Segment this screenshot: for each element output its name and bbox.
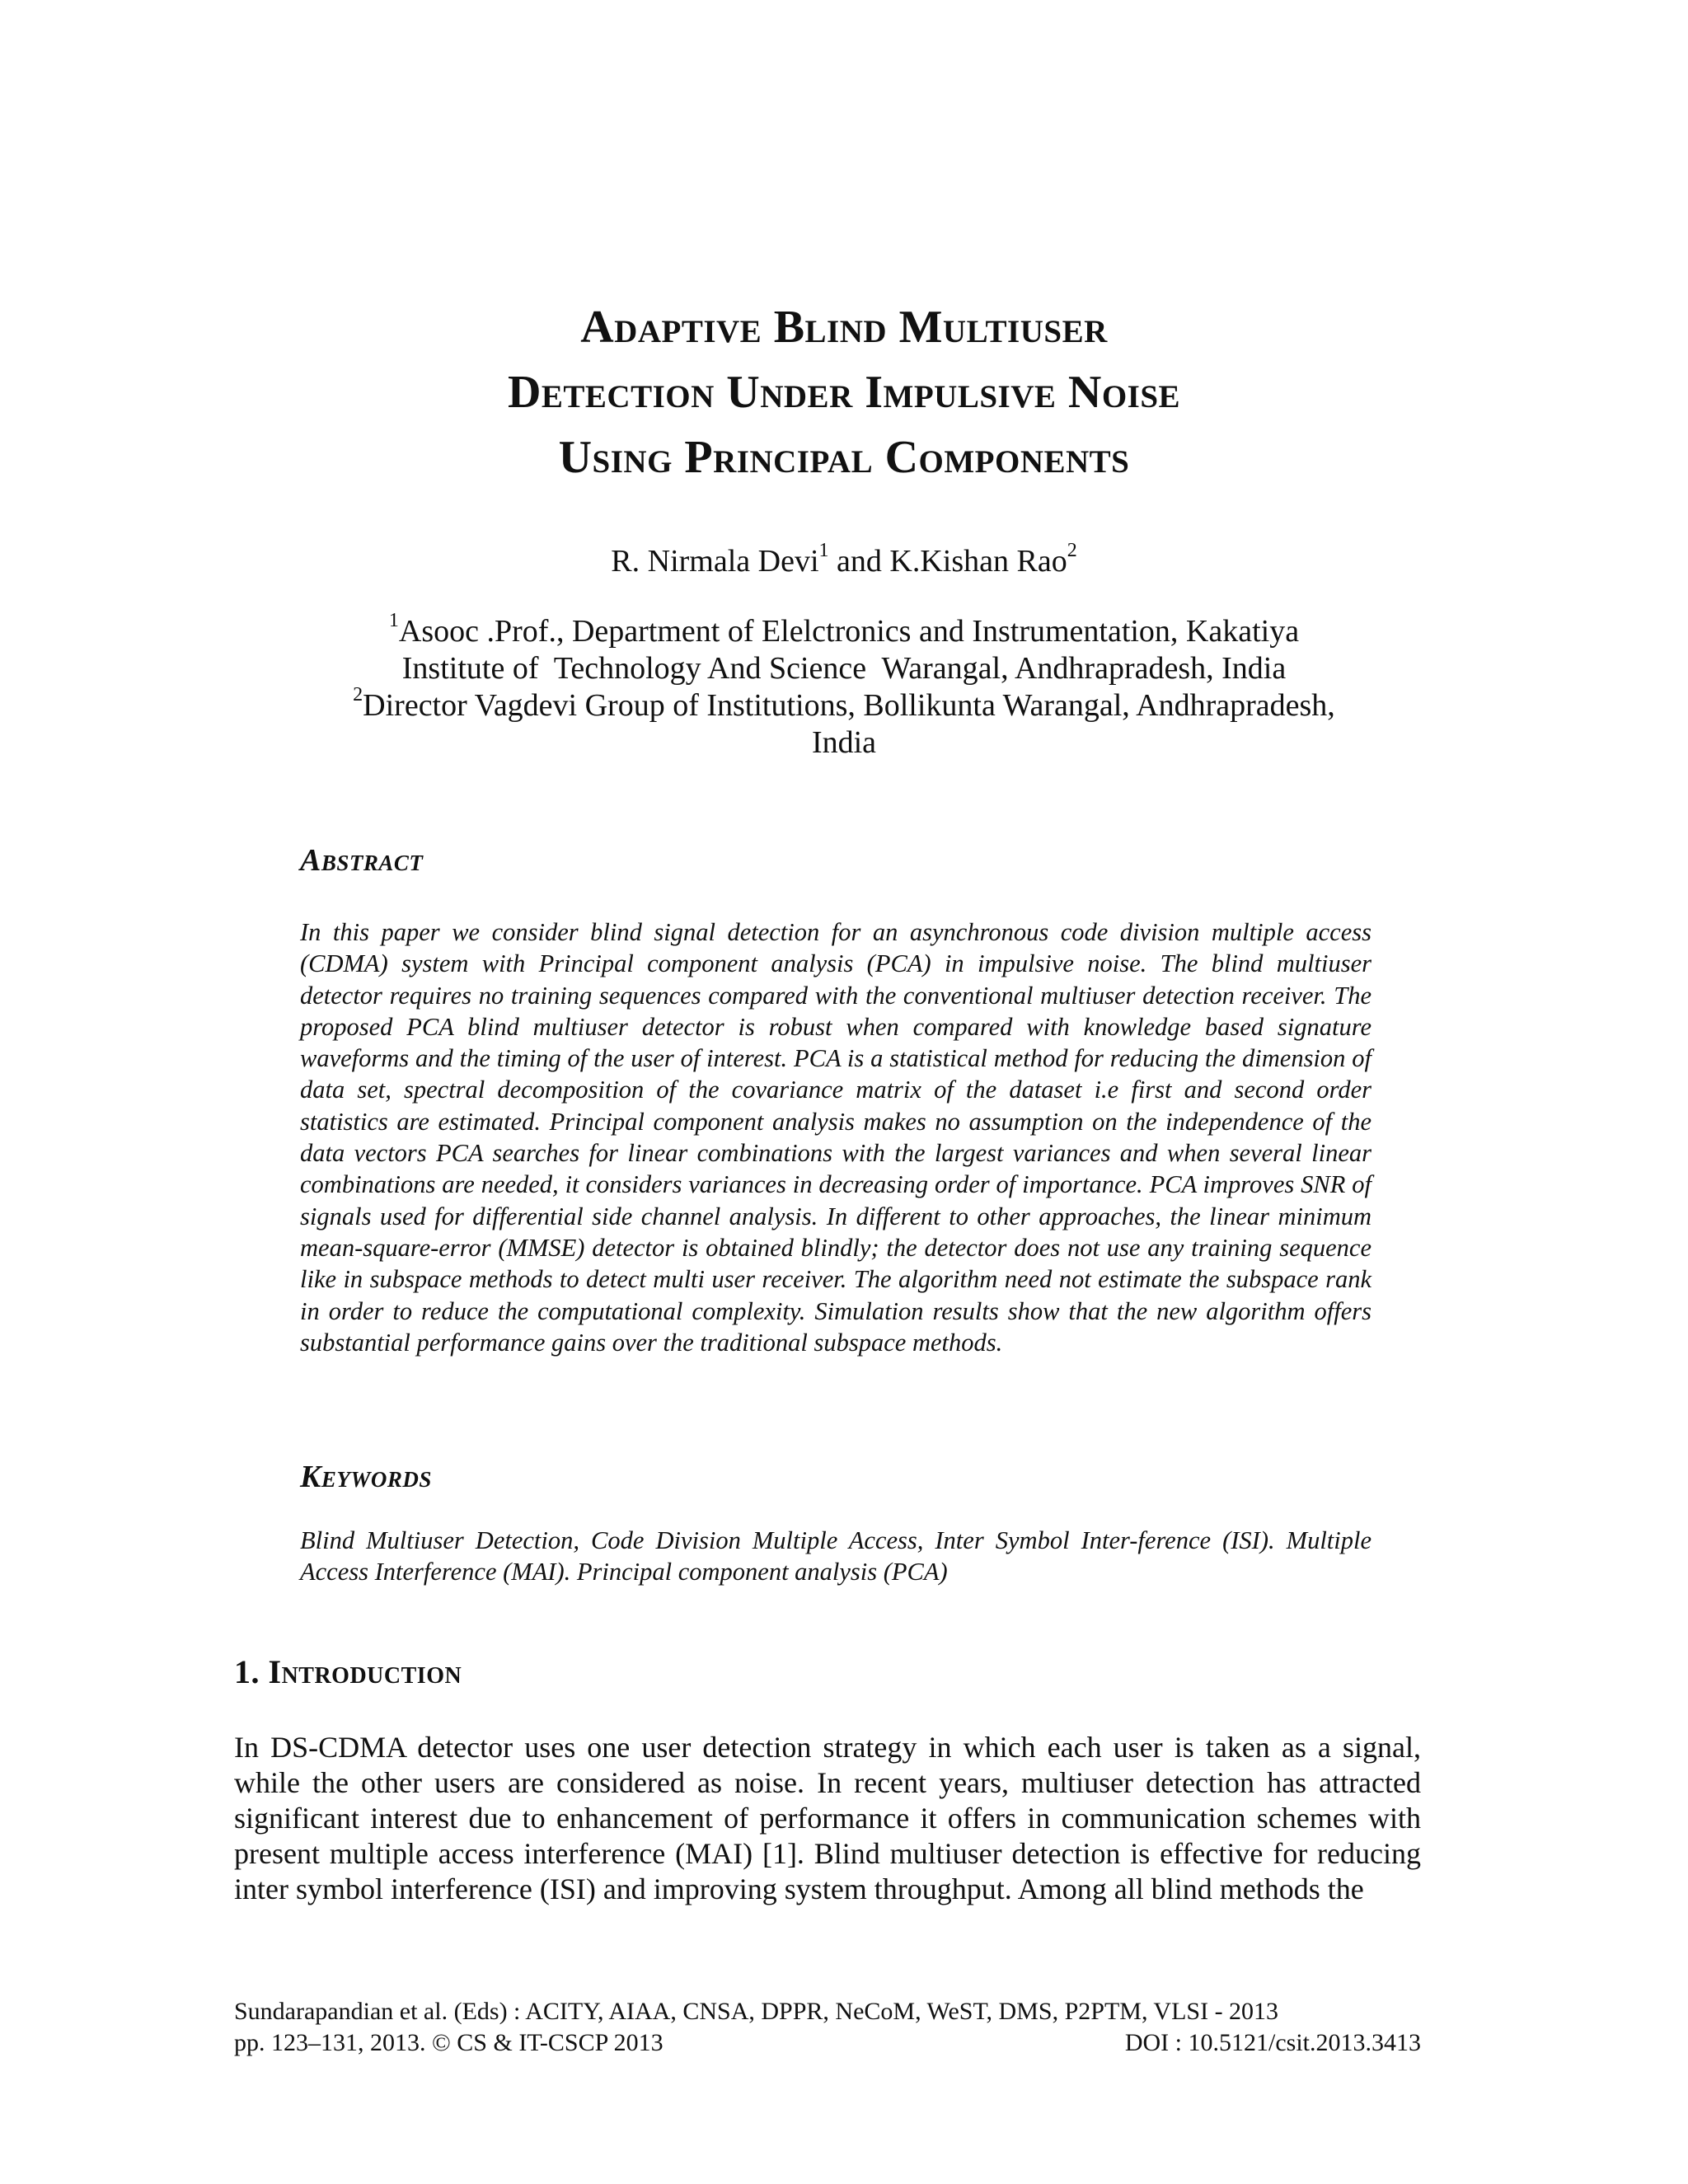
abstract-text: In this paper we consider blind signal detection for an asynchronous code division multiple access (CDMA) system with Principal component analysis (PCA) in impulsive noise. The blind multiuser detector requires no training sequences compared with the conventional multiuser detection receiver. The proposed PCA blind multiuser detector is robust when compared with knowledge based signature waveforms and the timing of the user of interest. PCA is a statistical method for reducing the dimension of data set, spectral decomposition of the covariance matrix of the dataset i.e first and second order statistics are estimated. Principal component analysis makes no assumption on the independence of the data vectors PCA searches for linear combinations with the largest variances and when several linear combinations are needed, it considers variances in decreasing order of importance. PCA improves SNR of signals used for differential side channel analysis. In different to other approaches, the linear minimum mean-square-error (MMSE) detector is obtained blindly; the detector does not use any training sequence like in subspace methods to detect multi user receiver. The algorithm need not estimate the subspace rank in order to reduce the computational complexity. Simulation results show that the new algorithm offers substantial performance gains over the traditional subspace methods. [300, 918, 1372, 1357]
affiliation-2-text-1: Director Vagdevi Group of Institutions, Bollikunta Warangal, Andhrapradesh, [363, 688, 1335, 723]
affiliation-2-marker: 2 [353, 684, 363, 706]
author-1-marker: 1 [818, 540, 829, 562]
affiliation-1-marker: 1 [388, 610, 399, 632]
introduction-heading: 1. Introduction [234, 1653, 462, 1690]
footer-doi: DOI : 10.5121/csit.2013.3413 [1124, 2029, 1421, 2056]
footer-proceedings: Sundarapandian et al. (Eds) : ACITY, AIAA, CNSA, DPPR, NeCoM, WeST, DMS, P2PTM, VLSI - 2013 [234, 1998, 1279, 2025]
title-line-1: Adaptive Blind Multiuser [580, 302, 1108, 353]
affiliation-1-text-1: Asooc .Prof., Department of Elelctronics and Instrumentation, Kakatiya [398, 614, 1300, 649]
affiliation-2-line-2: India [811, 725, 877, 760]
title-line-3: Using Principal Components [558, 432, 1130, 483]
paper-title [0, 295, 1688, 490]
affiliation-2-line-1 [0, 684, 1688, 724]
author-1-name: R. Nirmala Devi [611, 544, 819, 579]
keywords-text: Blind Multiuser Detection, Code Division Multiple Access, Inter Symbol Inter-ference (ISI). Multiple Access Interference (MAI). Principal component analysis (PCA) [300, 1526, 1372, 1586]
affiliation-1-line-1 [0, 610, 1688, 650]
abstract-heading: Abstract [300, 843, 424, 878]
keywords-heading: Keywords [300, 1460, 432, 1494]
page-footer [234, 1996, 1421, 2059]
title-line-2: Detection Under Impulsive Noise [507, 367, 1181, 418]
author-conjunction: and [828, 544, 890, 579]
introduction-text: In DS-CDMA detector uses one user detection strategy in which each user is taken as a signal, while the other users are considered as noise. In recent years, multiuser detection has attracted significant interest due to enhancement of performance it offers in communication schemes with present multiple access interference (MAI) [1]. Blind multiuser detection is effective for reducing inter symbol interference (ISI) and improving system throughput. Among all blind methods the [234, 1731, 1421, 1905]
footer-row [234, 2027, 1421, 2059]
affiliations [0, 610, 1688, 762]
author-2-name: K.Kishan Rao [889, 544, 1067, 579]
author-list [0, 542, 1688, 580]
footer-pages-copyright: pp. 123–131, 2013. © CS & IT-CSCP 2013 [234, 2029, 663, 2056]
affiliation-1-line-2: Institute of Technology And Science Warangal, Andhrapradesh, India [401, 651, 1287, 686]
author-2-marker: 2 [1067, 540, 1077, 562]
